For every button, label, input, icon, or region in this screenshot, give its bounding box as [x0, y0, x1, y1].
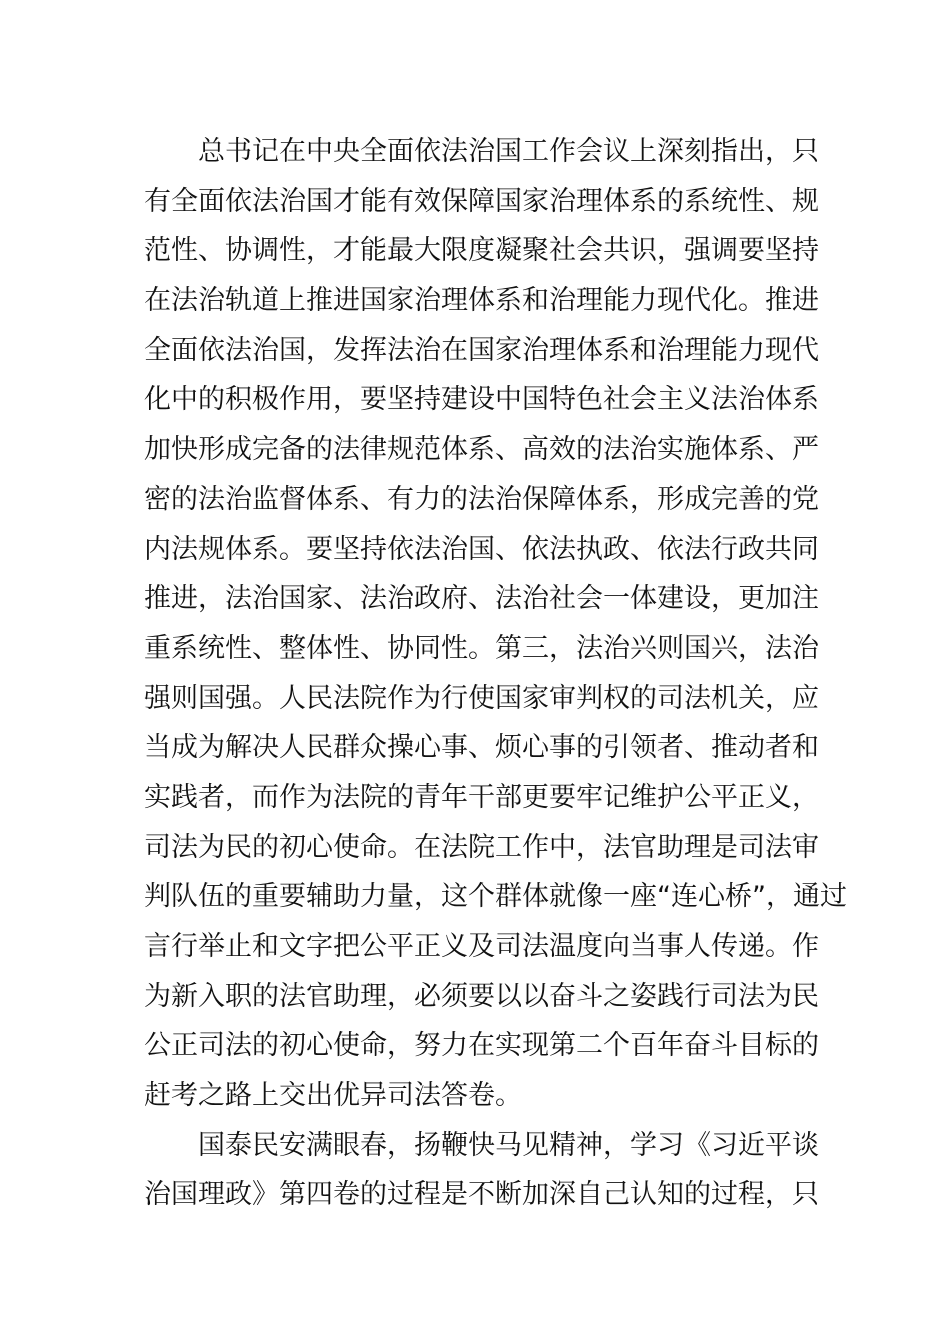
body-text: [144, 127, 847, 1220]
text-line: 当成为解决人民群众操心事、烦心事的引领者、推动者和: [144, 732, 819, 764]
paragraph: [144, 1121, 824, 1220]
text-line: 重系统性、整体性、协同性。第三，法治兴则国兴，法治: [144, 632, 819, 664]
text-line: 推进，法治国家、法治政府、法治社会一体建设，更加注: [144, 583, 819, 615]
text-line: 强则国强。人民法院作为行使国家审判权的司法机关，应: [144, 682, 819, 714]
text-line: 加快形成完备的法律规范体系、高效的法治实施体系、严: [144, 434, 819, 466]
text-line: 公正司法的初心使命，努力在实现第二个百年奋斗目标的: [144, 1030, 819, 1062]
text-line: 赶考之路上交出优异司法答卷。: [144, 1080, 522, 1112]
text-line: 密的法治监督体系、有力的法治保障体系，形成完善的党: [144, 483, 819, 515]
text-line: 为新入职的法官助理，必须要以以奋斗之姿践行司法为民: [144, 980, 819, 1012]
text-line: 言行举止和文字把公平正义及司法温度向当事人传递。作: [144, 931, 819, 962]
text-line: 内法规体系。要坚持依法治国、依法执政、依法行政共同: [144, 533, 819, 565]
text-line: 判队伍的重要辅助力量，这个群体就像一座“连心桥”，通过: [144, 881, 847, 913]
paragraph: [144, 127, 847, 1121]
text-line: 国泰民安满眼春，扬鞭快马见精神，学习《习近平谈: [198, 1129, 819, 1161]
text-line: 总书记在中央全面依法治国工作会议上深刻指出，只: [198, 136, 819, 167]
text-line: 在法治轨道上推进国家治理体系和治理能力现代化。推进: [144, 285, 819, 317]
text-line: 化中的积极作用，要坚持建设中国特色社会主义法治体系: [144, 384, 819, 416]
text-line: 有全面依法治国才能有效保障国家治理体系的系统性、规: [144, 185, 819, 217]
text-line: 治国理政》第四卷的过程是不断加深自己认知的过程，只: [144, 1179, 819, 1211]
text-line: 范性、协调性，才能最大限度凝聚社会共识，强调要坚持: [144, 235, 819, 267]
text-line: 司法为民的初心使命。在法院工作中，法官助理是司法审: [144, 831, 819, 863]
text-line: 全面依法治国，发挥法治在国家治理体系和治理能力现代: [144, 334, 819, 366]
text-line: 实践者，而作为法院的青年干部更要牢记维护公平正义，: [144, 781, 819, 813]
